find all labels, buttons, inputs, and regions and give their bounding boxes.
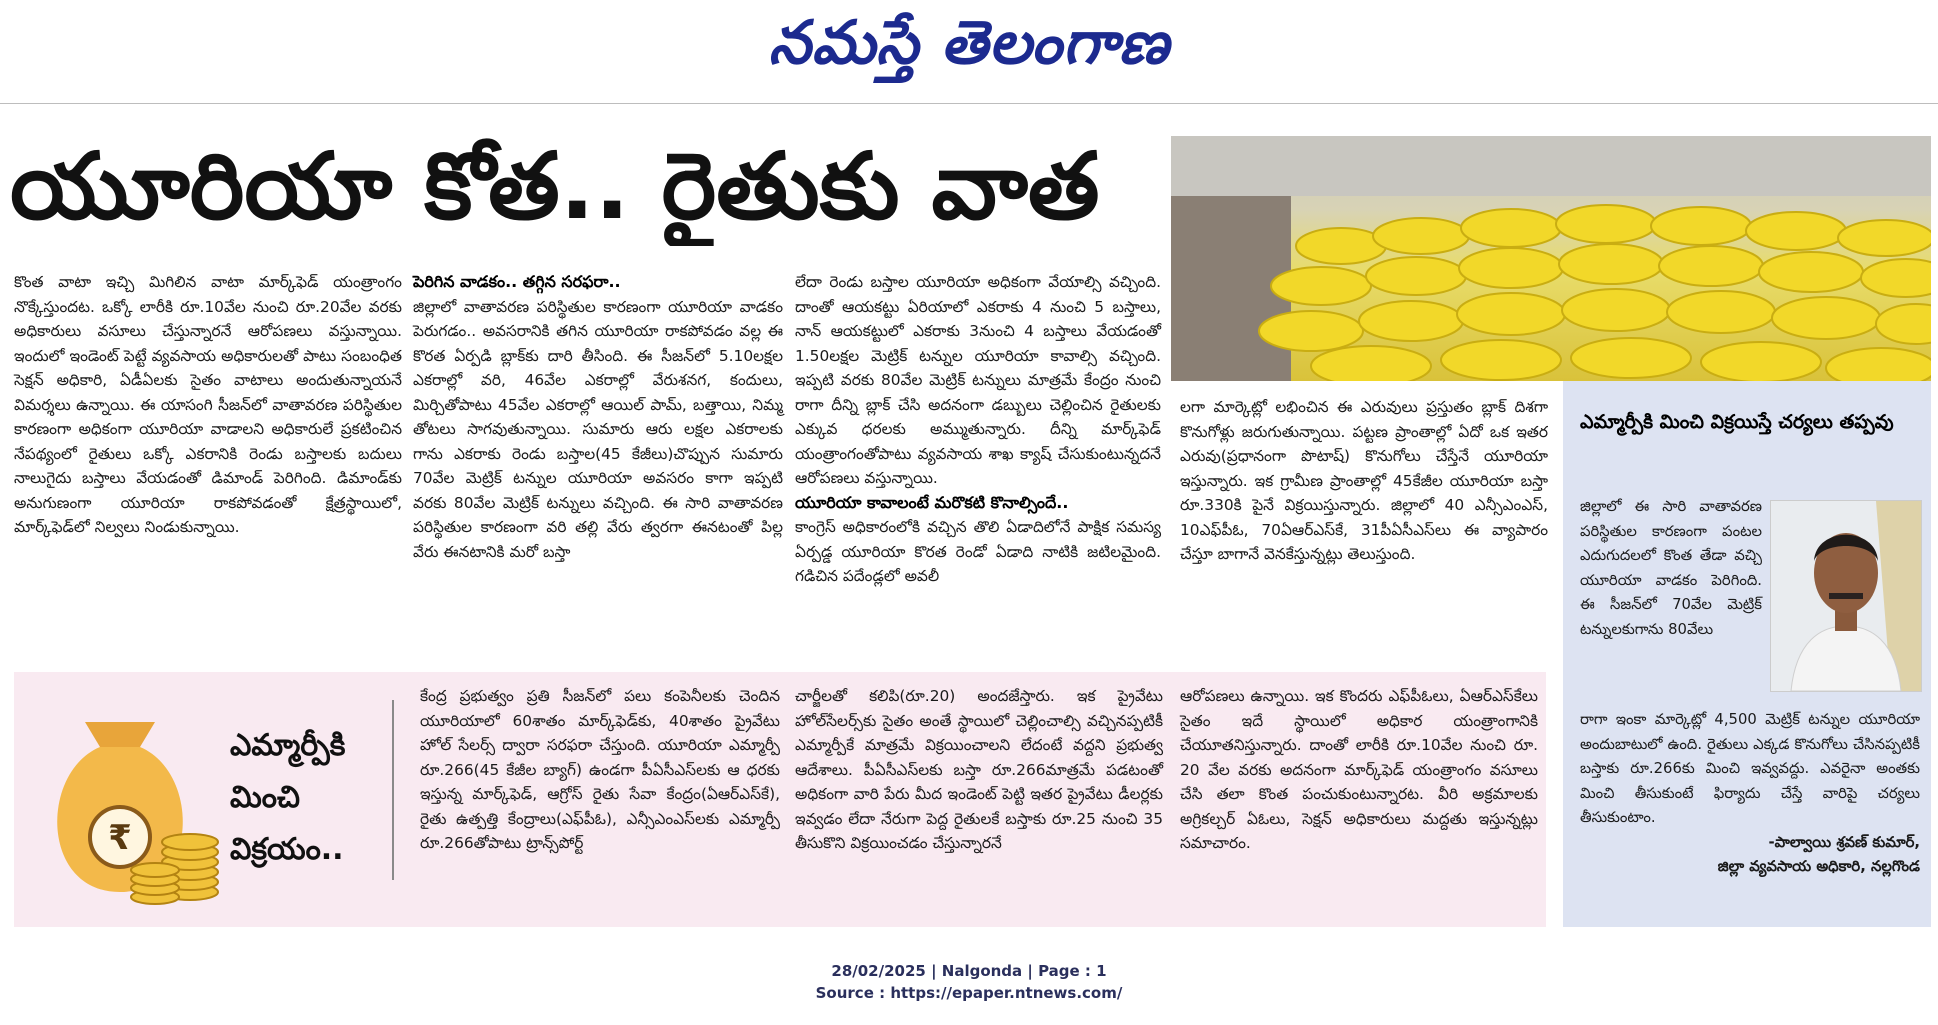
article-paragraph: జిల్లాలో వాతావరణ పరిస్థితుల కారణంగా యూరియా వాడకం పెరుగడం.. అవసరానికి తగిన యూరియా రాకపోవడం వల్ల ఈ కొరత ఏర్పడి బ్లాక్‌కు దారి తీసింది. ఈ సీజన్‌లో 5.10లక్షల ఎకరాల్లో వరి, 46వేల ఎకరాల్లో వేరుశనగ, కందులు, మిర్చితోపాటు 45వేల ఎకరాల్లో ఆయిల్ పామ్, బత్తాయి, నిమ్మ తోటలు సాగవుతున్నాయి. సుమారు ఆరు లక్షల ఎకరాలకు గాను ఎకరాకు రెండు బస్తాల(45 కేజీలు)చొప్పున సుమారు 70వేల మెట్రిక్ టన్నుల యూరియా అవసరం కాగా ఇప్పటి వరకు 80వేల మెట్రిక్ టన్నులు వచ్చింది. ఈ సారి వాతావరణ పరిస్థితుల కారణంగా వరి తల్లి వేరు త్వరగా ఈనటంతో పిల్ల వేరు ఈనటానికి మరో బస్తా: [413, 297, 783, 561]
sidebar-body-bottom: [1580, 708, 1920, 880]
article-paragraph: కొంత వాటా ఇచ్చి మిగిలిన వాటా మార్క్‌ఫెడ్ యంత్రాంగం నొక్కేస్తుందట. ఒక్కో లారీకి రూ.10వేల నుంచి రూ.20వేల వరకు అధికారులు వసూలు చేస్తున్నారనే ఆరోపణలు వస్తున్నాయి. ఇందులో ఇండెంట్ పెట్టే వ్యవసాయ అధికారులతో పాటు సంబంధిత సెక్షన్ అధికారి, ఏడీఏలకు సైతం వాటాలు అందుతున్నాయనే విమర్శలు ఉన్నాయి. ఈ యాసంగి సీజన్‌లో వాతావరణ పరిస్థితుల కారణంగా అధికంగా యూరియా వాడాలని అధికారులే ప్రకటించిన నేపథ్యంలో రైతులు ఒక్కో ఎకరానికి రెండు బస్తాలకు బదులు నాలుగైదు బస్తాలు వేయడంతో డిమాండ్ పెరిగింది. డిమాండ్‌కు అనుగుణంగా యూరియా రాకపోవడంతో క్షేత్రస్థాయిలో, మార్క్‌ఫెడ్‌లో నిల్వలు నిండుకున్నాయి.: [14, 273, 402, 536]
article-paragraph: లగా మార్కెట్లో లభించిన ఈ ఎరువులు ప్రస్తుతం బ్లాక్ దిశగా కొనుగోళ్లు జరుగుతున్నాయి. పట్టణ ప్రాంతాల్లో ఏదో ఒక ఇతర ఎరువు(ప్రధానంగా పొటాష్) కొనుగోలు చేస్తేనే యూరియా ఇస్తున్నారు. ఇక గ్రామీణ ప్రాంతాల్లో 45కేజీల యూరియా బస్తా రూ.330కి పైనే విక్రయిస్తున్నారు. జిల్లాలో 40 ఎన్సీఎంఎస్, 10ఎఫ్‌పీఓ, 70ఏఆర్ఎస్‌కే, 31పీఏసీఎస్‌లు ఈ వ్యాపారం చేస్తూ బాగానే వెనకేస్తున్నట్లు తెలుస్తుంది.: [1180, 398, 1548, 563]
page-footer: [0, 960, 1938, 1004]
article-column-2: [413, 270, 783, 564]
article-paragraph: ఆరోపణలు ఉన్నాయి. ఇక కొందరు ఎఫ్‌పీఓలు, ఏఆర్ఎస్‌కేలు సైతం ఇదే స్థాయిలో అధికార యంత్రాంగానికి చేయూతనిస్తున్నారు. దాంతో లారీకి రూ.10వేల నుంచి రూ. 20 వేల వరకు అదనంగా మార్క్‌ఫెడ్ యంత్రాంగం వసూలు చేసి తలా కొంత పంచుకుంటున్నారట. వీరి అక్రమాలకు అగ్రికల్చర్ ఏఓలు, సెక్షన్ అధికారులు మద్దతు ఇస్తున్నట్లు సమాచారం.: [1180, 687, 1538, 852]
article-paragraph: చార్జీలతో కలిపి(రూ.20) అందజేస్తారు. ఇక ప్రైవేటు హోల్‌సేలర్స్‌కు సైతం అంతే స్థాయిలో చెల్లించాల్సి వచ్చినప్పటికీ ఎమ్మార్పీకే మాత్రమే విక్రయించాలని లేదంటే వద్దని ప్రభుత్వ ఆదేశాలు. పీఏసీఎస్‌లకు బస్తా రూ.266మాత్రమే పడటంతో అధికంగా వారి పేరు మీద ఇండెంట్ పెట్టి ఇతర ప్రైవేటు డీలర్లకు ఇవ్వడం లేదా నేరుగా పెద్ద రైతులకే బస్తాకు రూ.25 నుంచి 35 తీసుకొని విక్రయించడం చేస్తున్నారనే: [795, 687, 1163, 852]
footer-edition-line: 28/02/2025 | Nalgonda | Page : 1: [831, 962, 1107, 980]
article-paragraph: రాగా ఇంకా మార్కెట్లో 4,500 మెట్రిక్ టన్నుల యూరియా అందుబాటులో ఉంది. రైతులు ఎక్కడ కొనుగోలు చేసినప్పటికీ బస్తాకు రూ.266కు మించి ఇవ్వవద్దు. ఎవరైనా అంతకు మించి తీసుకుంటే ఫిర్యాదు చేస్తే వారిపై చర్యలు తీసుకుంటాం.: [1580, 711, 1920, 826]
box-column-2: [795, 684, 1163, 856]
article-paragraph: లేదా రెండు బస్తాల యూరియా అధికంగా వేయాల్సి వచ్చింది. దాంతో ఆయకట్టు ఏరియాలో ఎకరాకు 4 నుంచి 5 బస్తాలు, నాన్ ఆయకట్టులో ఎకరాకు 3నుంచి 4 బస్తాలు వేయడంతో 1.50లక్షల మెట్రిక్ టన్నుల యూరియా కావాల్సి వచ్చింది. ఇప్పటి వరకు 80వేల మెట్రిక్ టన్నులు మాత్రమే కేంద్రం నుంచి రాగా దీన్ని బ్లాక్ చేసి అదనంగా డబ్బులు చెల్లించిన రైతులకు ఎక్కువ ధరలకు అమ్ముతున్నారు. దీన్ని మార్క్‌ఫెడ్ యంత్రాంగంతోపాటు వ్యవసాయ శాఖ క్యాష్ చేసుకుంటున్నదనే ఆరోపణలు వస్తున్నాయి.: [795, 273, 1161, 487]
article-paragraph: జిల్లాలో ఈ సారి వాతావరణ పరిస్థితుల కారణంగా పంటల ఎదుగుదలలో కొంత తేడా వచ్చి యూరియా వాడకం పెరిగింది. ఈ సీజన్‌లో 70వేల మెట్రిక్ టన్నులకుగాను 80వేలు: [1580, 498, 1762, 638]
article-paragraph: కాంగ్రెస్ అధికారంలోకి వచ్చిన తొలి ఏడాదిలోనే పాక్షిక సమస్య ఏర్పడ్డ యూరియా కొరత రెండో ఏడాది నాటికి జటిలమైంది. గడిచిన పదేండ్లలో అవలీ: [795, 518, 1161, 585]
divider: [392, 700, 394, 880]
article-paragraph: కేంద్ర ప్రభుత్వం ప్రతి సీజన్‌లో పలు కంపెనీలకు చెందిన యూరియాలో 60శాతం మార్క్‌ఫెడ్‌కు, 40శాతం ప్రైవేటు హోల్ సేలర్స్ ద్వారా సరఫరా చేస్తుంది. యూరియా ఎమ్మార్పీ రూ.266(45 కేజీల బ్యాగ్) ఉండగా పీఏసీఎస్‌లకు ఆ ధరకు ఇస్తున్న మార్క్‌ఫెడ్, ఆగ్రోస్ రైతు సేవా కేంద్రం(ఏఆర్ఎస్‌కే), రైతు ఉత్పత్తి కేంద్రాలు(ఎఫ్‌పీఓ), ఎన్సీఎంఎస్‌లకు ఎమ్మార్పీ రూ.266తోపాటు ట్రాన్స్‌పోర్ట్: [420, 687, 780, 852]
money-bag-illustration: [30, 692, 230, 907]
article-column-1: [14, 270, 402, 540]
signature-title: జిల్లా వ్యవసాయ అధికారి, నల్లగొండ: [1717, 858, 1920, 875]
headline: యూరియా కోత.. రైతుకు వాత: [10, 133, 1100, 240]
masthead: [0, 0, 1938, 104]
urea-bags-photo: [1171, 136, 1931, 381]
footer-source-link[interactable]: Source : https://epaper.ntnews.com/: [815, 984, 1123, 1002]
article-column-3: [795, 270, 1161, 589]
newspaper-logo: నమస్తే తెలంగాణ: [768, 8, 1170, 78]
section-subhead: పెరిగిన వాడకం.. తగ్గిన సరఫరా..: [413, 272, 621, 291]
officer-portrait: [1770, 500, 1922, 692]
box-column-3: [1180, 684, 1538, 856]
box-column-1: [420, 684, 780, 856]
svg-text:₹: ₹: [108, 818, 132, 858]
section-subhead: యూరియా కావాలంటే మరొకటి కొనాల్సిందే..: [795, 492, 1069, 512]
signature-name: -పాల్వాయి శ్రవణ్ కుమార్,: [1768, 833, 1920, 851]
sidebar-title: ఎమ్మార్పీకి మించి విక్రయిస్తే చర్యలు తప్పవు: [1580, 411, 1894, 433]
article-column-4: [1180, 395, 1548, 567]
promo-callout: ఎమ్మార్పీకి మించి విక్రయం..: [230, 728, 346, 867]
sidebar-body-top: [1580, 495, 1762, 642]
